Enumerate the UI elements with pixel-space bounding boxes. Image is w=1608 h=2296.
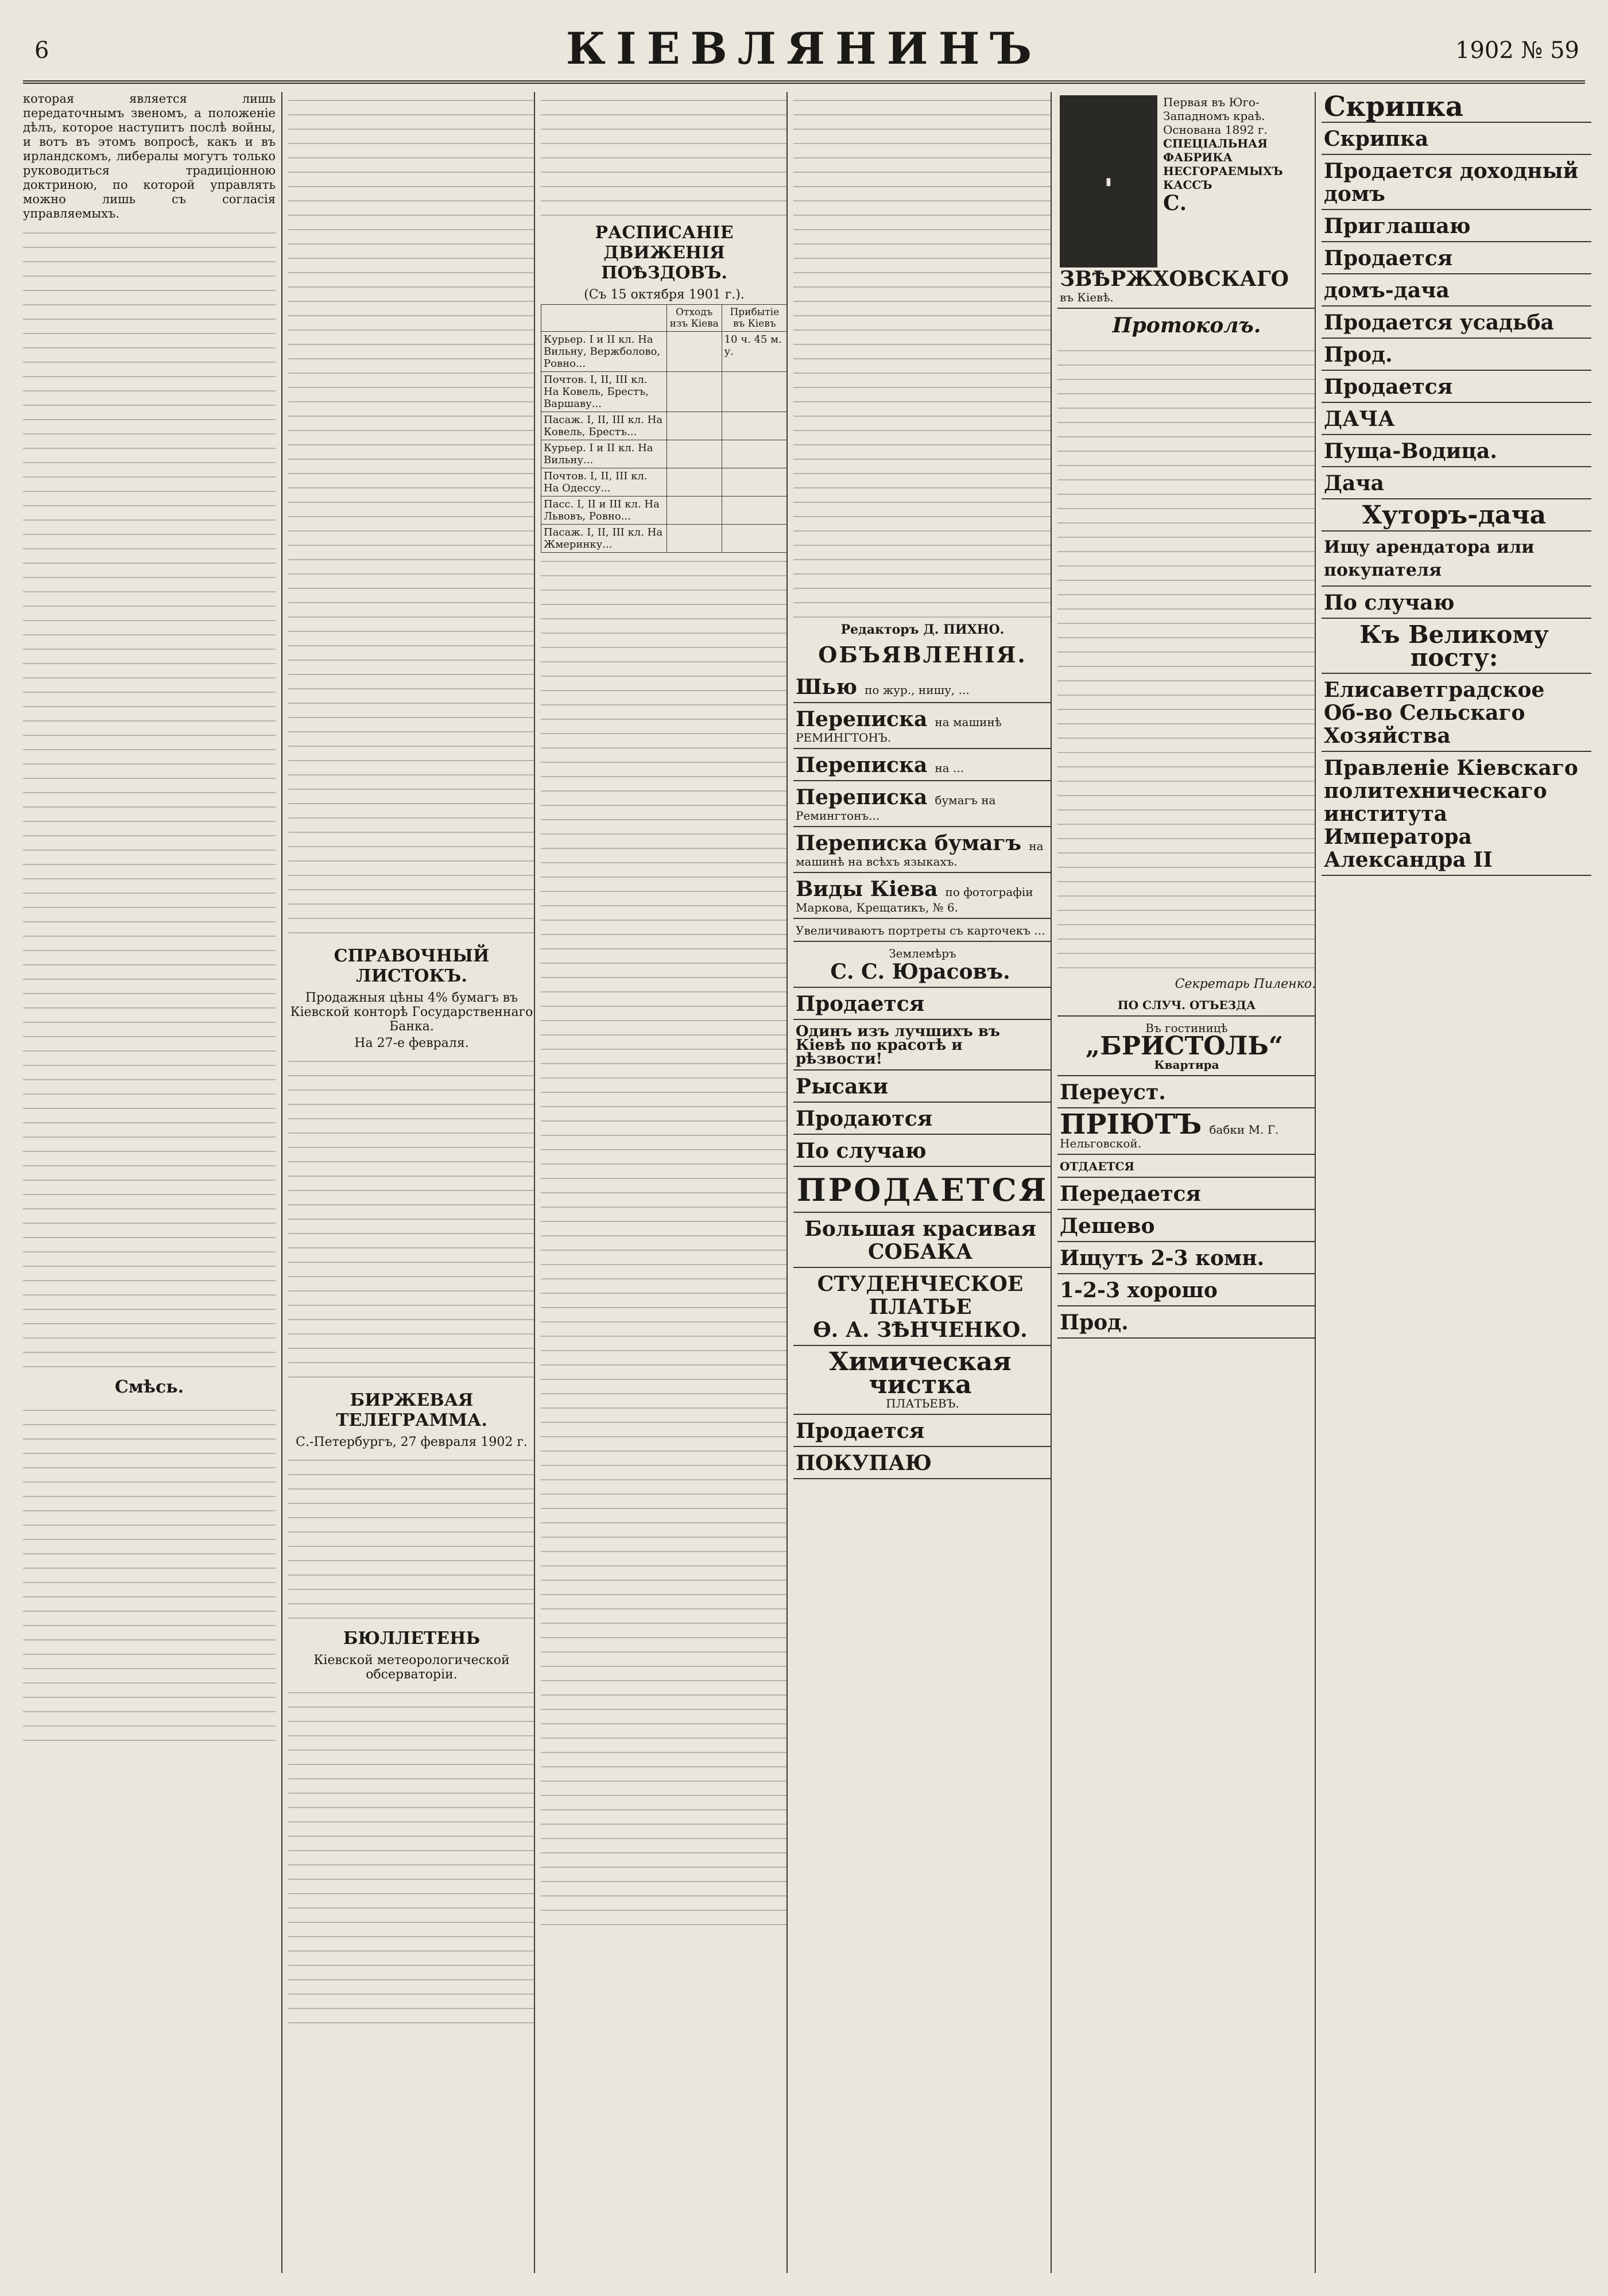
ad-body: по фотографіи Маркова, Крещатикъ, № 6. [796,885,1033,914]
stock-date: На 27-е февраля. [354,1036,469,1050]
ad-ishu [1322,533,1591,587]
ad-name: С. С. Юрасовъ. [830,960,1010,984]
timetable-header: Прибытіе въ Кіевъ [722,305,787,332]
ad-city: въ Кіевѣ. [1060,290,1114,304]
ad-heading: Скрипка [1324,92,1463,123]
ad-body: на ... [935,761,964,775]
article-text-block [793,92,1052,620]
ad-big-prodaetsya: ПРОДАЕТСЯ [793,1168,1052,1213]
ad-skripka [1322,92,1591,123]
ad-chistka [793,1347,1052,1415]
ad-heading: Продается [1324,246,1453,270]
timetable-sub: (Съ 15 октября 1901 г.). [584,288,745,302]
ad-heading: Дешево [1060,1214,1155,1238]
ad-prod [1057,1308,1316,1339]
ad-heading: Правленіе Кіевскаго политехническаго института Императора Александра II [1324,756,1578,872]
weather-table [288,1684,535,2029]
ad-heading: Переуст. [1060,1080,1166,1104]
ad-heading: Къ Великому посту: [1359,620,1549,672]
ad-heading: ДАЧА [1324,407,1395,431]
exchange-telegram-sub: С.-Петербургъ, 27 февраля 1902 г. [296,1435,528,1449]
ad-prod-2 [1322,340,1591,371]
editor-line: Редакторъ Д. ПИХНО. [840,622,1005,637]
ad-horses: Одинъ изъ лучшихъ въ Кіевѣ по красотѣ и рѣзвости! [793,1021,1052,1071]
ad-heading: Прод. [1324,343,1393,367]
protocol-heading: Протоколъ. [1112,313,1261,338]
bulletin-heading: БЮЛЛЕТЕНЬ [343,1628,481,1649]
column-4 [786,92,1052,2273]
ad-heading: ПО СЛУЧ. ОТЪЕЗДА [1117,998,1256,1012]
ad-heading: Химическая чистка [829,1347,1012,1399]
ad-sobaka [793,1214,1052,1268]
ad-name: „БРИСТОЛЬ“ [1085,1031,1284,1061]
ad-perepiska [793,828,1052,873]
article-text-block [288,92,535,941]
ad-heading: Приглашаю [1324,214,1471,238]
table-row: Почтов. I, II, III кл. На Ковель, Брестъ, Варшаву... [541,372,788,412]
ad-hutor [1322,501,1591,532]
ad-heading: Передается [1060,1182,1202,1206]
ad-prodayutsya [793,1104,1052,1135]
ad-heading: Виды Кіева [796,877,938,901]
ad-body: по жур., нишу, ... [865,683,970,697]
ad-heading: Землемѣръ [889,947,956,960]
page-number: 6 [34,37,49,64]
ad-ishchut [1057,1243,1316,1274]
table-row: Курьер. I и II кл. На Вильну... [541,440,788,468]
timetable-header: Отходъ изъ Кіева [667,305,722,332]
ad-bristol [1057,1018,1316,1076]
ad-heading: Прод. [1060,1310,1129,1335]
article-text-block [23,224,276,1028]
ad-body: бумагъ на Ремингтонъ... [796,793,996,823]
ad-body: на машинѣ на всѣхъ языкахъ. [796,839,1044,868]
column-2 [281,92,535,2273]
ad-heading: Продается [1324,375,1453,399]
ad-perepiska [793,704,1052,749]
ad-sub: ПЛАТЬЕВЪ. [886,1397,959,1410]
ad-portraits: Увеличиваютъ портреты съ карточекъ ... [793,920,1052,942]
ad-dohodny-dom [1322,156,1591,210]
ad-deshevo [1057,1211,1316,1242]
ad-perepiska [793,750,1052,781]
ad-pereust [1057,1077,1316,1108]
table-row: Пасаж. I, II, III кл. На Ковель, Брестъ... [541,412,788,440]
article-text-block [541,92,788,218]
column-5 [1051,92,1316,2273]
ad-polytechnic [1322,753,1591,876]
article-paragraph: которая является лишь передаточнымъ звеномъ, а положеніе дѣлъ, которое наступитъ послѣ войны, и вотъ въ этомъ вопросѣ, какъ и въ ирландскомъ, либералы могутъ только руководиться традиціонною доктриною, по которой управлять можно лишь съ согласія управляемыхъ. [23,92,276,220]
section-heading-smes: Смѣсь. [114,1377,184,1397]
ad-heading: домъ-дача [1324,278,1450,302]
table-row: Курьер. I и II кл. На Вильну, Вержболово, Ровно... 10 ч. 45 м. у. [541,332,788,372]
ad-heading: По случаю [796,1139,927,1163]
ad-heading: По случаю [1324,591,1455,615]
ad-post [1322,620,1591,674]
ad-heading: Рысаки [796,1075,889,1099]
masthead [23,17,1585,84]
ad-peredaetsya [1057,1179,1316,1210]
ad-heading: Хуторъ-дача [1362,501,1547,530]
ad-name: С. ЗВѢРЖХОВСКАГО [1060,191,1289,291]
ad-body: бабки М. Г. Нельговской. [1060,1123,1279,1150]
ad-pokupayu [793,1448,1052,1479]
ad-priglashayu [1322,211,1591,242]
protocol-signature: Секретарь Пиленко. [1175,977,1316,991]
timetable-heading: РАСПИСАНІЕ ДВИЖЕНІЯ ПОѢЗДОВЪ. [595,223,734,283]
timetable-continued [541,553,788,1127]
ad-heading: Продается доходный домъ [1324,159,1579,206]
ad-otdaetsya [1057,1156,1316,1178]
article-text-block [23,1028,276,1372]
ad-heading: ОТДАЕТСЯ [1060,1159,1135,1173]
ad-heading: Переписка [796,753,928,777]
ad-usadba [1322,308,1591,339]
stock-table [288,1053,535,1386]
exchange-telegram-heading: БИРЖЕВАЯ ТЕЛЕГРАММА. [336,1390,487,1430]
ad-heading: Пуща-Водица. [1324,439,1497,463]
timetable [541,304,788,553]
ad-heading: Скрипка [1324,127,1429,151]
ad-departure [1057,995,1316,1017]
exchange-table [288,1452,535,1624]
ad-po-sluchayu [793,1136,1052,1167]
ad-prodaetsya-dom [1322,243,1591,274]
article-text-block [541,1127,788,1930]
ad-zemlemer [793,943,1052,988]
ad-rysaki [793,1072,1052,1103]
article-text-block [23,1402,276,1746]
ad-prodaetsya [793,989,1052,1020]
table-row: Пасаж. I, II, III кл. На Жмеринку... [541,525,788,553]
ad-heading: Большая красивая СОБАКА [804,1217,1036,1264]
protocol-text [1057,342,1316,974]
ad-name: Ѳ. А. ЗѢНЧЕНКО. [813,1318,1028,1342]
stock-heading: СПРАВОЧНЫЙ ЛИСТОКЪ. [334,946,490,986]
ad-shyu [793,672,1052,703]
ad-student-dress [793,1269,1052,1346]
ad-heading: Дача [1324,471,1385,495]
bulletin-sub: Кіевской метеорологической обсерваторіи. [313,1653,510,1682]
ad-heading: ПРІЮТЪ [1060,1108,1202,1141]
ad-heading: Продаются [796,1107,933,1131]
ad-heading: Ищутъ 2-3 комн. [1060,1246,1265,1270]
ad-sub: Квартира [1154,1058,1219,1072]
ad-heading: Шью [796,675,857,699]
column-6 [1315,92,1591,2273]
ad-top: Первая въ Юго-Западномъ краѣ. Основана 1892 г. [1163,95,1268,137]
ad-heading: СТУДЕНЧЕСКОЕ ПЛАТЬЕ [817,1272,1024,1319]
newspaper-title: КІЕВЛЯНИНЪ [565,23,1043,74]
ad-vanna [793,1416,1052,1447]
ad-line: СПЕЦІАЛЬНАЯ ФАБРИКА НЕСГОРАЕМЫХЪ КАССЪ [1163,137,1283,192]
ad-heading: Продается усадьба [1324,311,1554,335]
ad-dacha [1322,404,1591,435]
ad-dacha-2 [1322,468,1591,499]
stock-subtitle: Продажныя цѣны 4% бумагъ въ Кіевской конторѣ Государственнаго Банка. [290,991,533,1034]
ad-heading: Переписка [796,707,928,731]
ad-heading: Продается [796,992,925,1016]
ad-vidy-kieva [793,874,1052,919]
ad-heading: ПОКУПАЮ [796,1451,932,1475]
ad-priyut [1057,1110,1316,1155]
ad-elisavetgrad [1322,675,1591,752]
ad-perepiska [793,782,1052,827]
ad-heading: Ищу арендатора или покупателя [1324,537,1535,580]
ad-usadba-2 [1322,372,1591,403]
safe-illustration: ▮ [1060,95,1157,267]
ad-body: на машинѣ РЕМИНГТОНЪ. [796,715,1002,744]
timetable-header [541,305,667,332]
column-1 [23,92,276,2273]
ad-heading: Переписка [796,785,928,809]
ad-po-sluchayu [1322,588,1591,619]
ad-pushcha [1322,436,1591,467]
ad-1-2-3 [1057,1275,1316,1306]
ad-zverzhkhovsky [1057,92,1316,309]
issue-number: 1902 № 59 [1455,37,1579,64]
ad-heading: 1-2-3 хорошо [1060,1278,1218,1302]
ad-heading: Переписка бумагъ [796,831,1022,855]
ad-skripka-2 [1322,124,1591,155]
column-3 [534,92,788,2273]
ad-heading: Елисаветградское Об-во Сельскаго Хозяйства [1324,678,1545,748]
ad-heading: Продается [796,1419,925,1443]
table-row: Пасс. I, II и III кл. На Львовъ, Ровно... [541,497,788,525]
ad-top: Въ гостиницѣ [1145,1021,1228,1035]
table-row: Почтов. I, II, III кл. На Одессу... [541,468,788,497]
ad-dom-dacha [1322,276,1591,307]
ads-heading: ОБЪЯВЛЕНІЯ. [818,642,1027,668]
